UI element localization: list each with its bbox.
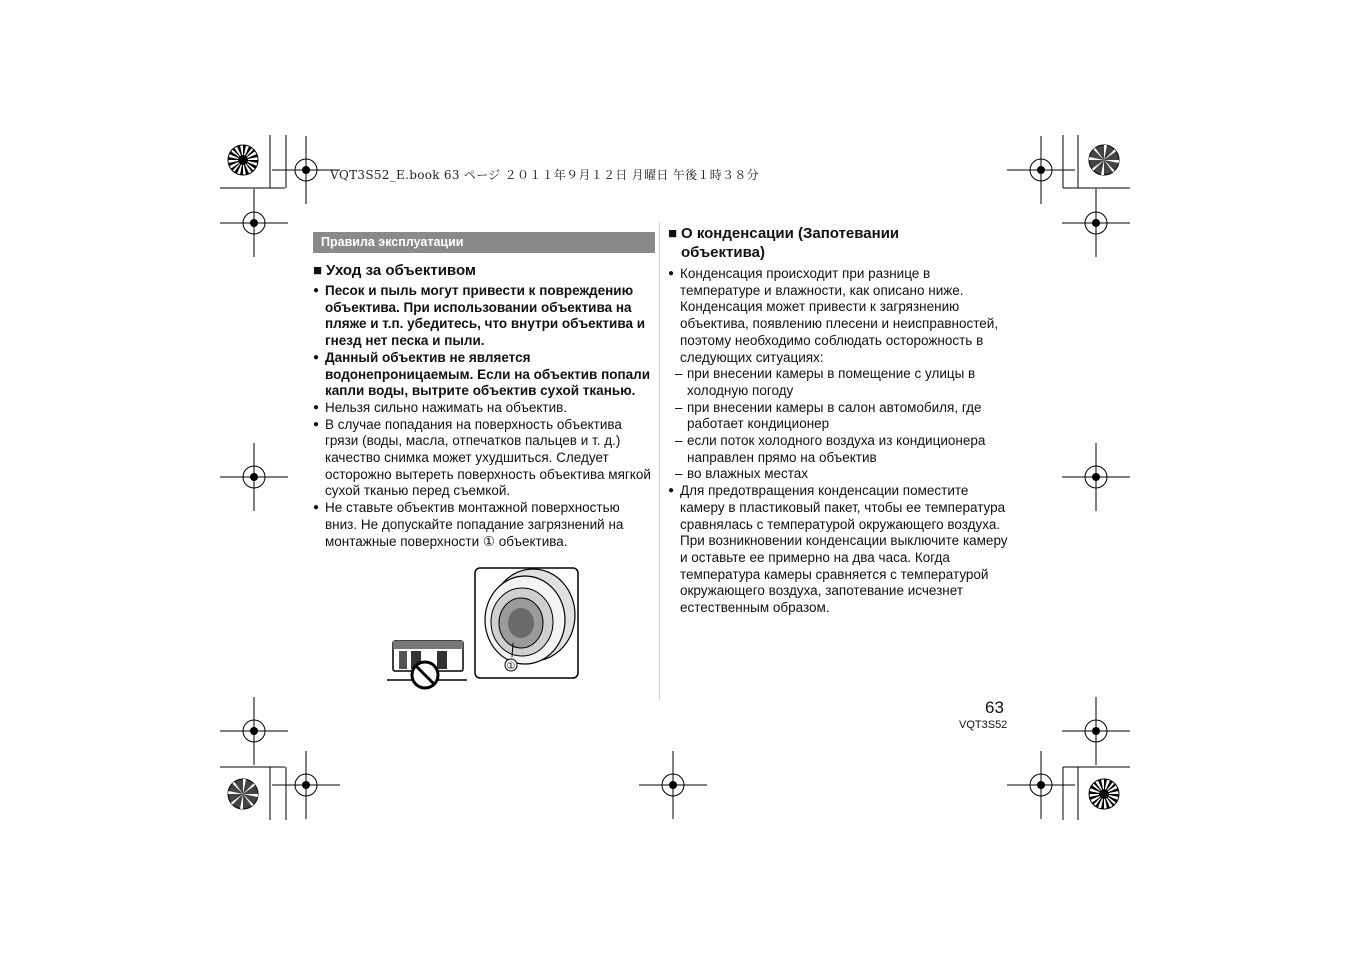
list-item: ● Нельзя сильно нажимать на объектив.: [313, 400, 655, 417]
list-item: ● В случае попадания на поверхность объектива грязи (воды, масла, отпечатков пальцев и т. д.) качество снимка может ухудшиться. Следует осторожно вытереть поверхность объектива мягкой сухой тканью перед съемкой.: [313, 417, 655, 501]
condensation-heading-line2: объектива): [681, 244, 765, 261]
lens-mount-illustration: [385, 565, 585, 695]
condensation-list: [668, 266, 1013, 366]
dash-item: – при внесении камеры в салон автомобиля, где работает кондиционер: [668, 400, 1013, 433]
section-title-bar: Правила эксплуатации: [313, 232, 655, 253]
condensation-prevention-list: [668, 483, 1013, 617]
lens-care-list: [313, 283, 655, 550]
column-divider: [659, 222, 660, 700]
list-item: [668, 266, 1013, 366]
list-item: ● Данный объектив не является водонепроницаемым. Если на объектив попали капли воды, вытрите объектив сухой тканью.: [313, 350, 655, 400]
square-bullet-icon: ■: [313, 262, 323, 279]
condensation-situations-list: [668, 366, 1013, 483]
list-item-text: Конденсация происходит при разнице в температуре и влажности, как описано ниже. Конденсация может привести к загрязнению объектива, появлению плесени и неисправностей, поэтому необходимо соблюдать осторожность в следующих ситуациях:: [680, 266, 999, 365]
left-column: [313, 232, 655, 550]
print-header-line: VQT3S52_E.book 63 ページ ２０１１年９月１２日 月曜日 午後１時３８分: [330, 168, 759, 182]
mount-surface-label: ①: [506, 661, 516, 672]
list-item: ● Не ставьте объектив монтажной поверхностью вниз. Не допускайте попадание загрязнений на монтажные поверхности ① объектива.: [313, 500, 655, 550]
dash-item: – при внесении камеры в помещение с улицы в холодную погоду: [668, 366, 1013, 399]
right-column: [668, 224, 1013, 617]
list-item: ● Для предотвращения конденсации поместите камеру в пластиковый пакет, чтобы ее температура сравнялась с температурой окружающего воздуха. При возникновении конденсации выключите камеру и оставьте ее примерно на два часа. Когда температура камеры сравняется с температурой окружающего воздуха, запотевание исчезнет естественным образом.: [668, 483, 1013, 617]
dash-item: – если поток холодного воздуха из кондиционера направлен прямо на объектив: [668, 433, 1013, 466]
list-item: ● Песок и пыль могут привести к повреждению объектива. При использовании объектива на пляже и т.п. убедитесь, что внутри объектива и гнезд нет песка и пыли.: [313, 283, 655, 350]
square-bullet-icon: ■: [668, 225, 678, 242]
lens-care-heading-text: Уход за объективом: [326, 262, 477, 279]
model-code: VQT3S52: [959, 719, 1008, 731]
condensation-heading-line1: О конденсации (Запотевании: [681, 225, 900, 242]
condensation-heading: [668, 224, 1013, 262]
condensation-heading-text: [681, 224, 899, 262]
page-number: 63: [985, 698, 1004, 717]
lens-care-heading: [313, 261, 655, 280]
dash-item: – во влажных местах: [668, 466, 1013, 483]
